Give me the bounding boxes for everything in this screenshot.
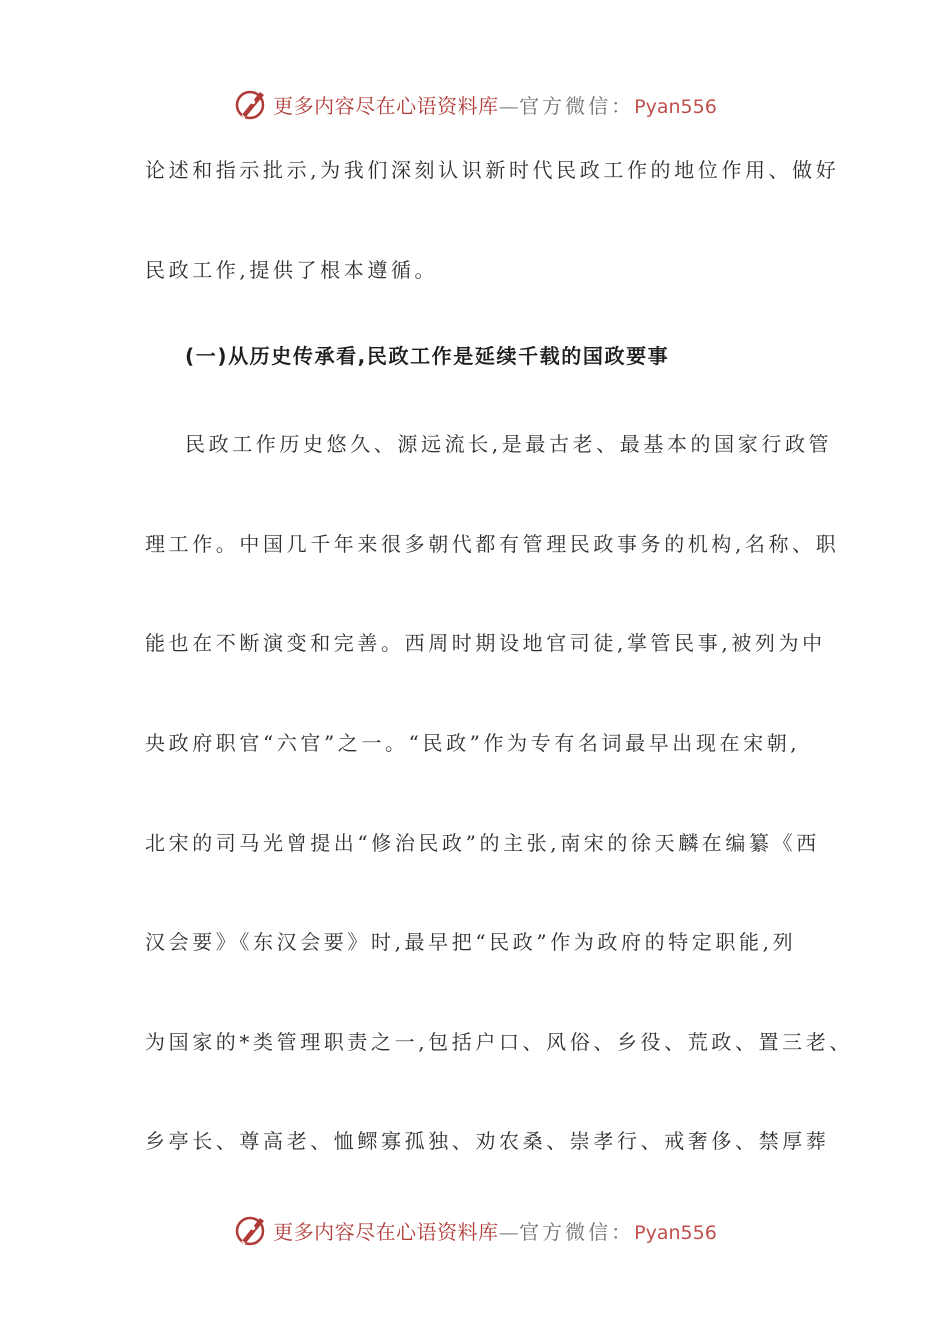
body-line-1: 论述和指示批示,为我们深刻认识新时代民政工作的地位作用、做好: [145, 158, 840, 182]
footer-banner: [0, 1210, 950, 1250]
body-line-4: 理工作。中国几千年来很多朝代都有管理民政事务的机构,名称、职: [145, 532, 840, 556]
body-line-10: 乡亭长、尊高老、恤鳏寡孤独、劝农桑、崇孝行、戒奢侈、禁厚葬: [145, 1129, 830, 1153]
footer-banner-inner: [233, 1212, 717, 1248]
pen-nib-logo-icon: [233, 1212, 269, 1248]
header-banner-title: 更多内容尽在心语资料库: [273, 93, 499, 118]
body-line-5: 能也在不断演变和完善。西周时期设地官司徒,掌管民事,被列为中: [145, 631, 826, 655]
body-line-6: 央政府职官“六官”之一。“民政”作为专有名词最早出现在宋朝,: [145, 731, 801, 755]
header-banner-wechat-id: Pyan556: [634, 95, 717, 118]
footer-banner-dash: —: [498, 1219, 520, 1244]
footer-banner-wechat-label: 官方微信：: [519, 1219, 635, 1244]
body-line-8: 汉会要》《东汉会要》时,最早把“民政”作为政府的特定职能,列: [145, 930, 797, 954]
footer-banner-text: [273, 1216, 717, 1245]
body-line-9: 为国家的*类管理职责之一,包括户口、风俗、乡役、荒政、置三老、: [145, 1030, 853, 1054]
body-line-7: 北宋的司马光曾提出“修治民政”的主张,南宋的徐天麟在编纂《西: [145, 831, 820, 855]
footer-banner-wechat-id: Pyan556: [634, 1221, 717, 1244]
header-banner: [0, 84, 950, 124]
header-banner-text: [273, 90, 717, 119]
body-line-2: 民政工作,提供了根本遵循。: [145, 258, 439, 282]
footer-banner-title: 更多内容尽在心语资料库: [273, 1219, 499, 1244]
header-banner-wechat-label: 官方微信：: [519, 93, 635, 118]
body-line-3: 民政工作历史悠久、源远流长,是最古老、最基本的国家行政管: [185, 432, 833, 456]
pen-nib-logo-icon: [233, 86, 269, 122]
header-banner-inner: [233, 86, 717, 122]
header-banner-dash: —: [498, 93, 520, 118]
section-heading: (一)从历史传承看,民政工作是延续千载的国政要事: [185, 344, 670, 368]
